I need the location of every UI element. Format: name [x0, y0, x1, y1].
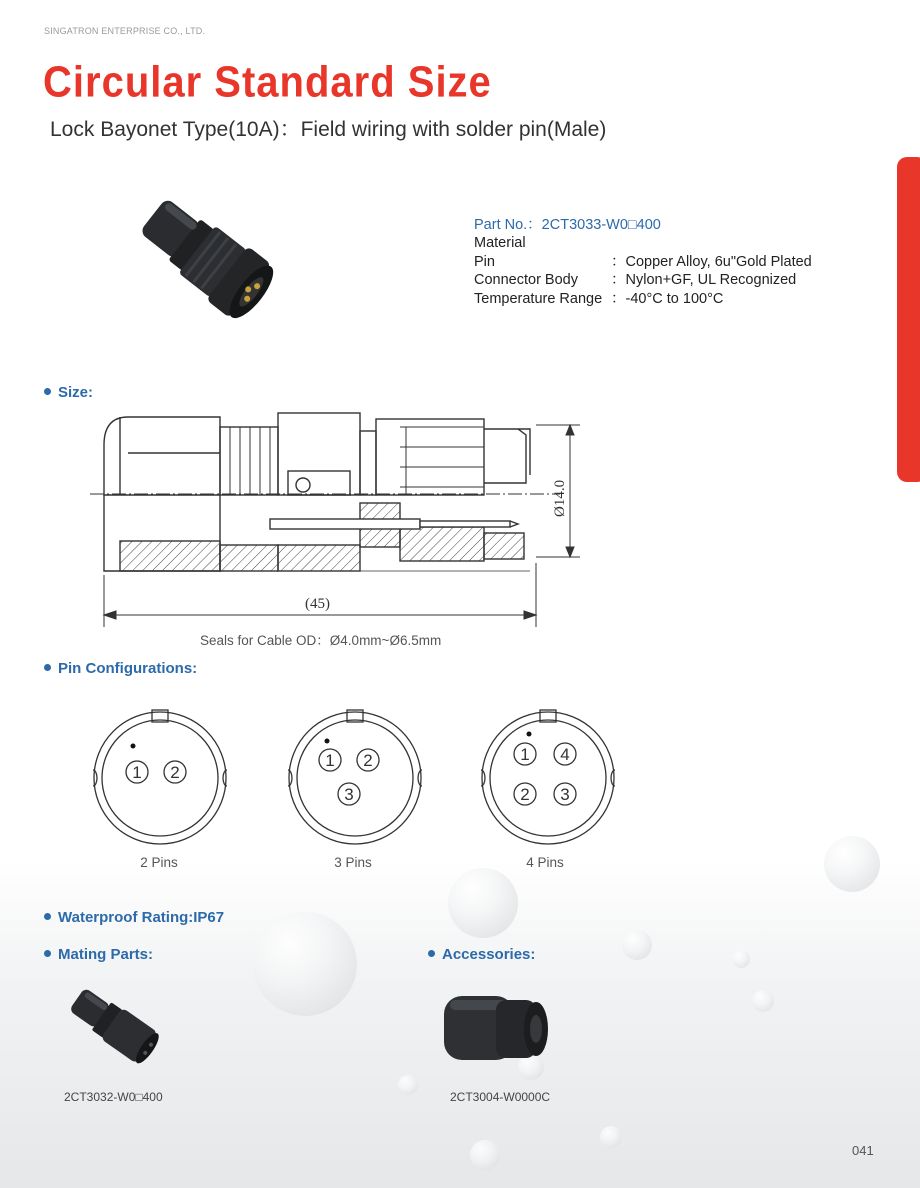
section-label: Accessories: [442, 946, 536, 963]
company-name: SINGATRON ENTERPRISE CO., LTD. [44, 26, 206, 36]
decor-bubble [752, 990, 774, 1012]
pin-number: 2 [520, 785, 530, 804]
section-pin-configurations [44, 660, 197, 677]
accessory-part-number: 2CT3004-W0000C [450, 1090, 551, 1104]
pin-number: 3 [560, 785, 570, 804]
spec-row [474, 271, 812, 289]
page-title: Circular Standard Size [43, 58, 492, 107]
decor-bubble [732, 950, 750, 968]
pin-diagram-3pin [280, 708, 430, 848]
section-label: Pin Configurations: [58, 660, 198, 677]
product-photo [118, 178, 298, 338]
section-accessories [428, 946, 535, 963]
spec-label: Temperature Range [474, 290, 603, 307]
bullet-icon [44, 950, 51, 957]
pin-diagram-2pin [85, 708, 235, 848]
dimension-drawing [90, 405, 590, 630]
pin-number: 2 [170, 763, 180, 782]
pin-number: 4 [560, 745, 570, 764]
side-tab [897, 157, 920, 482]
part-number: Part No.：2CT3033-W0□400 [474, 217, 661, 233]
section-waterproof [44, 909, 224, 926]
section-label: Mating Parts: [58, 946, 154, 963]
section-mating-parts [44, 946, 153, 963]
pin-caption: 2 Pins [140, 855, 178, 870]
diameter-label: Ø14.0 [552, 479, 568, 517]
spec-row [474, 290, 812, 308]
bullet-icon [428, 950, 435, 957]
bullet-icon [44, 913, 51, 920]
section-size [44, 384, 93, 401]
mating-part-number: 2CT3032-W0□400 [64, 1090, 163, 1104]
decor-bubble [824, 836, 880, 892]
bullet-icon [44, 388, 51, 395]
pin-caption: 3 Pins [334, 855, 372, 870]
section-label: Size: [58, 384, 94, 401]
decor-bubble [622, 930, 652, 960]
decor-bubble [448, 868, 518, 938]
page-subtitle: Lock Bayonet Type(10A)：Field wiring with solder pin(Male) [50, 118, 607, 141]
seals-caption: Seals for Cable OD：Ø4.0mm~Ø6.5mm [200, 633, 442, 648]
mating-part-photo [62, 980, 172, 1075]
spec-label: Pin [474, 253, 495, 270]
material-heading: Material [474, 235, 526, 252]
pin-number: 2 [363, 751, 373, 770]
spec-label: Connector Body [474, 272, 578, 289]
pin-diagram-4pin [473, 708, 623, 848]
pin-number: 3 [344, 785, 354, 804]
page-number: 041 [852, 1143, 874, 1158]
decor-bubble [470, 1140, 500, 1170]
spec-value: ：-40°C to 100°C [611, 290, 724, 307]
section-label: Waterproof Rating:IP67 [58, 909, 225, 926]
pin-number: 1 [325, 751, 335, 770]
length-label: (45) [305, 596, 330, 612]
bullet-icon [44, 664, 51, 671]
spec-value: ：Nylon+GF, UL Recognized [611, 272, 797, 289]
pin-number: 1 [132, 763, 142, 782]
accessory-photo [436, 982, 556, 1077]
pin-number: 1 [520, 745, 530, 764]
decor-bubble [600, 1126, 622, 1148]
spec-row [474, 253, 812, 271]
decor-bubble [253, 912, 357, 1016]
decor-bubble [398, 1075, 418, 1095]
pin-caption: 4 Pins [526, 855, 564, 870]
spec-value: ：Copper Alloy, 6u"Gold Plated [611, 253, 812, 270]
spec-block [474, 216, 812, 308]
